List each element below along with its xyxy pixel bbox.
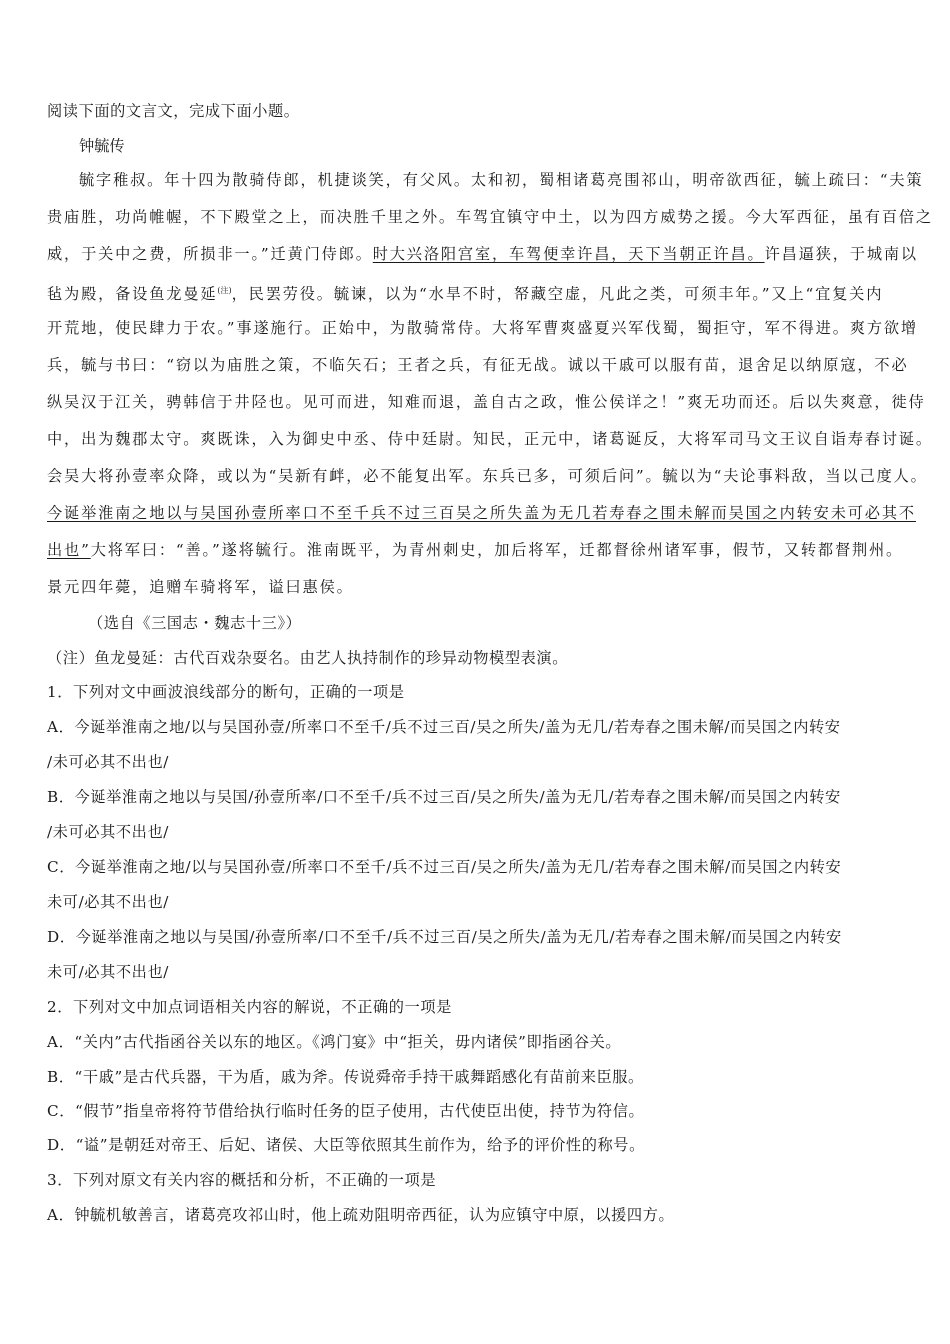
underlined-sentence: 时大兴洛阳宫室，车驾便幸许昌，天下当朝正许昌。	[372, 245, 765, 263]
question-option: C．今诞举淮南之地/以与吴国孙壹/所率口不至千/兵不过三百/吴之所失/盖为无几/若寿春之围未解/而吴国之内转安	[47, 858, 842, 876]
footnote-marker: (注)	[217, 286, 232, 295]
intro-instruction: 阅读下面的文言文，完成下面小题。	[47, 102, 300, 120]
passage-line: 贵庙胜，功尚帷幄，不下殿堂之上，而决胜千里之外。车驾宜镇守中土，以为四方威势之援。今大军西征，虽有百倍之	[47, 208, 933, 226]
passage-line	[47, 281, 907, 304]
passage-text: ，民罢劳役。毓谏，以为“水旱不时，帑藏空虚，凡此之类，可须丰年。”又上“宜复关内	[231, 285, 884, 304]
passage-title: 钟毓传	[79, 137, 125, 155]
wavy-underlined-passage: 出也”	[47, 541, 91, 559]
passage-line: 毓字稚叔。年十四为散骑侍郎，机捷谈笑，有父风。太和初，蜀相诸葛亮围祁山，明帝欲西征，毓上疏曰：“夫策	[79, 171, 924, 189]
passage-line: 兵，毓与书曰：“窃以为庙胜之策，不临矢石；王者之兵，有征无战。诚以干戚可以服有苗，退舍足以纳原寇，不必	[47, 356, 909, 374]
passage-line	[47, 540, 907, 560]
question-option: A．“关内”古代指函谷关以东的地区。《鸿门宴》中“拒关，毋内诸侯”即指函谷关。	[47, 1033, 622, 1051]
passage-line: 中，出为魏郡太守。爽既诛，入为御史中丞、侍中廷尉。知民，正元中，诸葛诞反，大将军司马文王议自诣寿春讨诞。	[47, 430, 933, 448]
question-stem: 3．下列对原文有关内容的概括和分析，不正确的一项是	[47, 1171, 437, 1189]
question-option: C．“假节”指皇帝将符节借给执行临时任务的臣子使用，古代使臣出使，持节为符信。	[47, 1102, 645, 1120]
question-option-continued: 未可/必其不出也/	[47, 963, 169, 981]
passage-text: 威，于关中之费，所损非一。”迁黄门侍郎。	[47, 245, 373, 263]
passage-line: 纵吴汉于江关，骋韩信于井陉也。见可而进，知难而退，盖自古之政，惟公侯详之！”爽无功而还。后以失爽意，徙侍	[47, 393, 926, 411]
wavy-underlined-passage: 今诞举淮南之地以与吴国孙壹所率口不至千兵不过三百吴之所失盖为无几若寿春之围未解而吴国之内转安未可必其不	[47, 504, 916, 522]
passage-line: 景元四年薨，追赠车骑将军，谥曰惠侯。	[47, 578, 354, 596]
question-option: D．今诞举淮南之地以与吴国/孙壹所率/口不至千/兵不过三百/吴之所失/盖为无几/若寿春之围未解/而吴国之内转安	[47, 928, 842, 946]
question-stem: 1．下列对文中画波浪线部分的断句，正确的一项是	[47, 683, 405, 701]
question-option-continued: 未可/必其不出也/	[47, 893, 169, 911]
question-option: D．“谥”是朝廷对帝王、后妃、诸侯、大臣等依照其生前作为，给予的评价性的称号。	[47, 1136, 645, 1154]
question-option-continued: /未可必其不出也/	[47, 753, 169, 771]
question-option: B．今诞举淮南之地以与吴国/孙壹所率/口不至千/兵不过三百/吴之所失/盖为无几/若寿春之围未解/而吴国之内转安	[47, 788, 841, 806]
passage-text: 许昌逼狭，于城南以	[764, 245, 918, 263]
passage-source: （选自《三国志・魏志十三》）	[88, 614, 302, 632]
passage-text: 毡为殿，备设鱼龙曼延	[47, 285, 218, 304]
footnote: （注）鱼龙曼延：古代百戏杂耍名。由艺人执持制作的珍异动物模型表演。	[47, 649, 568, 667]
question-stem: 2．下列对文中加点词语相关内容的解说，不正确的一项是	[47, 998, 452, 1016]
passage-line: 会吴大将孙壹率众降，或以为“吴新有衅，必不能复出军。东兵已多，可须后问”。毓以为“夫论事料敌，当以己度人。	[47, 467, 928, 485]
passage-line	[47, 244, 918, 264]
question-option: A．今诞举淮南之地/以与吴国孙壹/所率口不至千/兵不过三百/吴之所失/盖为无几/若寿春之围未解/而吴国之内转安	[47, 718, 841, 736]
passage-text: 大将军曰：“善。”遂将毓行。淮南既平，为青州刺史，加后将军，迁都督徐州诸军事，假节，又转都督荆州。	[90, 541, 904, 559]
question-option-continued: /未可必其不出也/	[47, 823, 169, 841]
question-option: A．钟毓机敏善言，诸葛亮攻祁山时，他上疏劝阻明帝西征，认为应镇守中原，以援四方。	[47, 1206, 675, 1224]
passage-line: 开荒地，使民肆力于农。”事遂施行。正始中，为散骑常侍。大将军曹爽盛夏兴军伐蜀，蜀拒守，军不得进。爽方欲增	[47, 319, 918, 337]
question-option: B．“干戚”是古代兵器，干为盾，戚为斧。传说舜帝手持干戚舞蹈感化有苗前来臣服。	[47, 1068, 644, 1086]
